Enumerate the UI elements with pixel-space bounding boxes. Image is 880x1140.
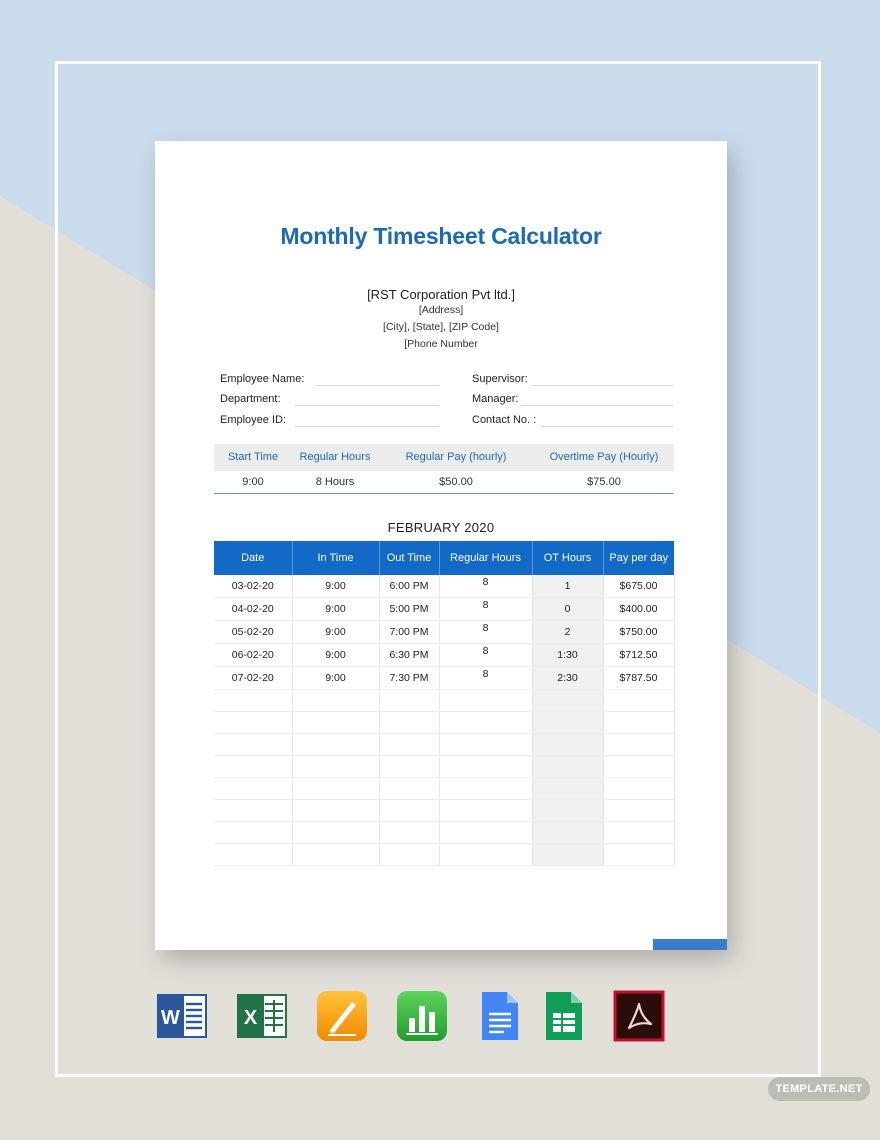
empty-cell [603,800,674,822]
header-out-time: Out Time [379,541,439,575]
empty-cell [292,734,379,756]
rate-start-time: 9:00 [242,476,264,488]
cell-ot-hours: 1:30 [532,644,603,667]
rate-regular-pay: $50.00 [439,476,473,488]
empty-cell [439,734,532,756]
empty-cell [532,844,603,866]
empty-cell [292,712,379,734]
empty-cell [439,822,532,844]
empty-cell [532,712,603,734]
empty-cell [439,778,532,800]
empty-table-row [214,778,674,800]
empty-cell [532,734,603,756]
empty-cell [214,734,292,756]
cell-in-time: 9:00 [292,575,379,598]
header-pay-per-day: Pay per day [603,541,674,575]
cell-regular-hours: 8 [439,598,532,621]
cell-pay-per-day: $712.50 [603,644,674,667]
empty-table-row [214,690,674,712]
supervisor-field[interactable] [531,385,673,386]
empty-cell [439,844,532,866]
manager-label: Manager: [472,393,519,405]
department-label: Department: [220,393,281,405]
empty-cell [379,778,439,800]
cell-ot-hours: 2 [532,621,603,644]
empty-cell [379,800,439,822]
header-in-time: In Time [292,541,379,575]
empty-table-row [214,822,674,844]
empty-cell [379,690,439,712]
cell-pay-per-day: $675.00 [603,575,674,598]
empty-cell [532,778,603,800]
empty-table-row [214,800,674,822]
page-accent-bar [653,939,727,950]
empty-cell [292,778,379,800]
numbers-icon[interactable] [396,990,448,1042]
empty-cell [214,756,292,778]
cell-ot-hours: 0 [532,598,603,621]
document-title: Monthly Timesheet Calculator [280,223,602,249]
empty-table-row [214,844,674,866]
pages-icon[interactable] [316,990,368,1042]
table-row [214,667,674,690]
city-state-zip-line: [City], [State], [ZIP Code] [383,321,499,333]
rate-header-start-time: Start Time [227,451,279,463]
cell-regular-hours: 8 [439,667,532,690]
supervisor-label: Supervisor: [472,373,528,385]
table-row [214,598,674,621]
cell-out-time: 7:00 PM [379,621,439,644]
empty-table-row [214,734,674,756]
header-date: Date [214,541,292,575]
contact-field[interactable] [541,426,673,427]
company-name: [RST Corporation Pvt ltd.] [367,287,515,302]
empty-cell [379,712,439,734]
empty-cell [603,822,674,844]
empty-cell [439,756,532,778]
empty-cell [214,800,292,822]
svg-text:W: W [161,1007,180,1029]
address-line: [Address] [418,304,464,316]
cell-out-time: 6:30 PM [379,644,439,667]
cell-pay-per-day: $400.00 [603,598,674,621]
employee-id-label: Employee ID: [220,414,287,426]
empty-cell [603,756,674,778]
rate-value-row [214,471,674,494]
cell-in-time: 9:00 [292,621,379,644]
cell-date: 03-02-20 [214,575,292,598]
watermark-badge[interactable]: TEMPLATE.NET [768,1077,870,1101]
google-sheets-icon[interactable] [538,990,590,1042]
table-row [214,644,674,667]
cell-ot-hours: 2:30 [532,667,603,690]
cell-in-time: 9:00 [292,667,379,690]
cell-ot-hours: 1 [532,575,603,598]
timesheet-table [214,541,675,866]
svg-text:X: X [243,1007,258,1029]
rate-header-regular-hours: Regular Hours [299,451,371,463]
department-field[interactable] [295,405,439,406]
empty-cell [292,800,379,822]
cell-regular-hours: 8 [439,644,532,667]
month-heading: FEBRUARY 2020 [387,520,495,535]
rate-header-regular-pay: Regular Pay (hourly) [405,451,507,463]
format-icons [0,990,880,1050]
manager-field[interactable] [521,405,673,406]
employee-id-field[interactable] [295,426,439,427]
cell-regular-hours: 8 [439,575,532,598]
empty-cell [532,756,603,778]
rate-header-row [214,444,674,471]
cell-out-time: 5:00 PM [379,598,439,621]
empty-cell [439,712,532,734]
cell-regular-hours: 8 [439,621,532,644]
empty-table-row [214,712,674,734]
empty-cell [603,734,674,756]
empty-cell [214,822,292,844]
empty-cell [379,756,439,778]
empty-cell [603,712,674,734]
empty-cell [214,778,292,800]
empty-cell [379,822,439,844]
cell-pay-per-day: $787.50 [603,667,674,690]
cell-pay-per-day: $750.00 [603,621,674,644]
empty-cell [214,712,292,734]
rate-regular-hours: 8 Hours [315,476,355,488]
cell-date: 05-02-20 [214,621,292,644]
empty-cell [532,800,603,822]
empty-cell [532,690,603,712]
google-docs-icon[interactable] [474,990,526,1042]
contact-label: Contact No. : [472,414,537,426]
cell-date: 07-02-20 [214,667,292,690]
word-icon[interactable] [156,990,208,1042]
empty-cell [603,690,674,712]
rate-header-overtime-pay: Overtime Pay (Hourly) [549,451,659,463]
table-row [214,575,674,598]
empty-cell [379,734,439,756]
empty-cell [439,690,532,712]
cell-in-time: 9:00 [292,644,379,667]
table-row [214,621,674,644]
excel-icon[interactable] [236,990,288,1042]
timesheet-header-row [214,541,674,575]
pdf-icon[interactable] [613,990,665,1042]
empty-cell [214,844,292,866]
empty-cell [214,690,292,712]
phone-line: [Phone Number [404,338,478,350]
rate-overtime-pay: $75.00 [587,476,621,488]
cell-date: 06-02-20 [214,644,292,667]
empty-cell [532,822,603,844]
empty-cell [379,844,439,866]
header-regular-hours: Regular Hours [439,541,532,575]
cell-out-time: 7:30 PM [379,667,439,690]
employee-name-field[interactable] [315,385,439,386]
document-page [155,141,727,950]
cell-date: 04-02-20 [214,598,292,621]
empty-cell [292,844,379,866]
empty-cell [603,844,674,866]
empty-cell [292,822,379,844]
empty-cell [603,778,674,800]
empty-table-row [214,756,674,778]
cell-out-time: 6:00 PM [379,575,439,598]
employee-name-label: Employee Name: [220,373,305,385]
empty-cell [292,690,379,712]
cell-in-time: 9:00 [292,598,379,621]
header-ot-hours: OT Hours [532,541,603,575]
empty-cell [292,756,379,778]
empty-cell [439,800,532,822]
